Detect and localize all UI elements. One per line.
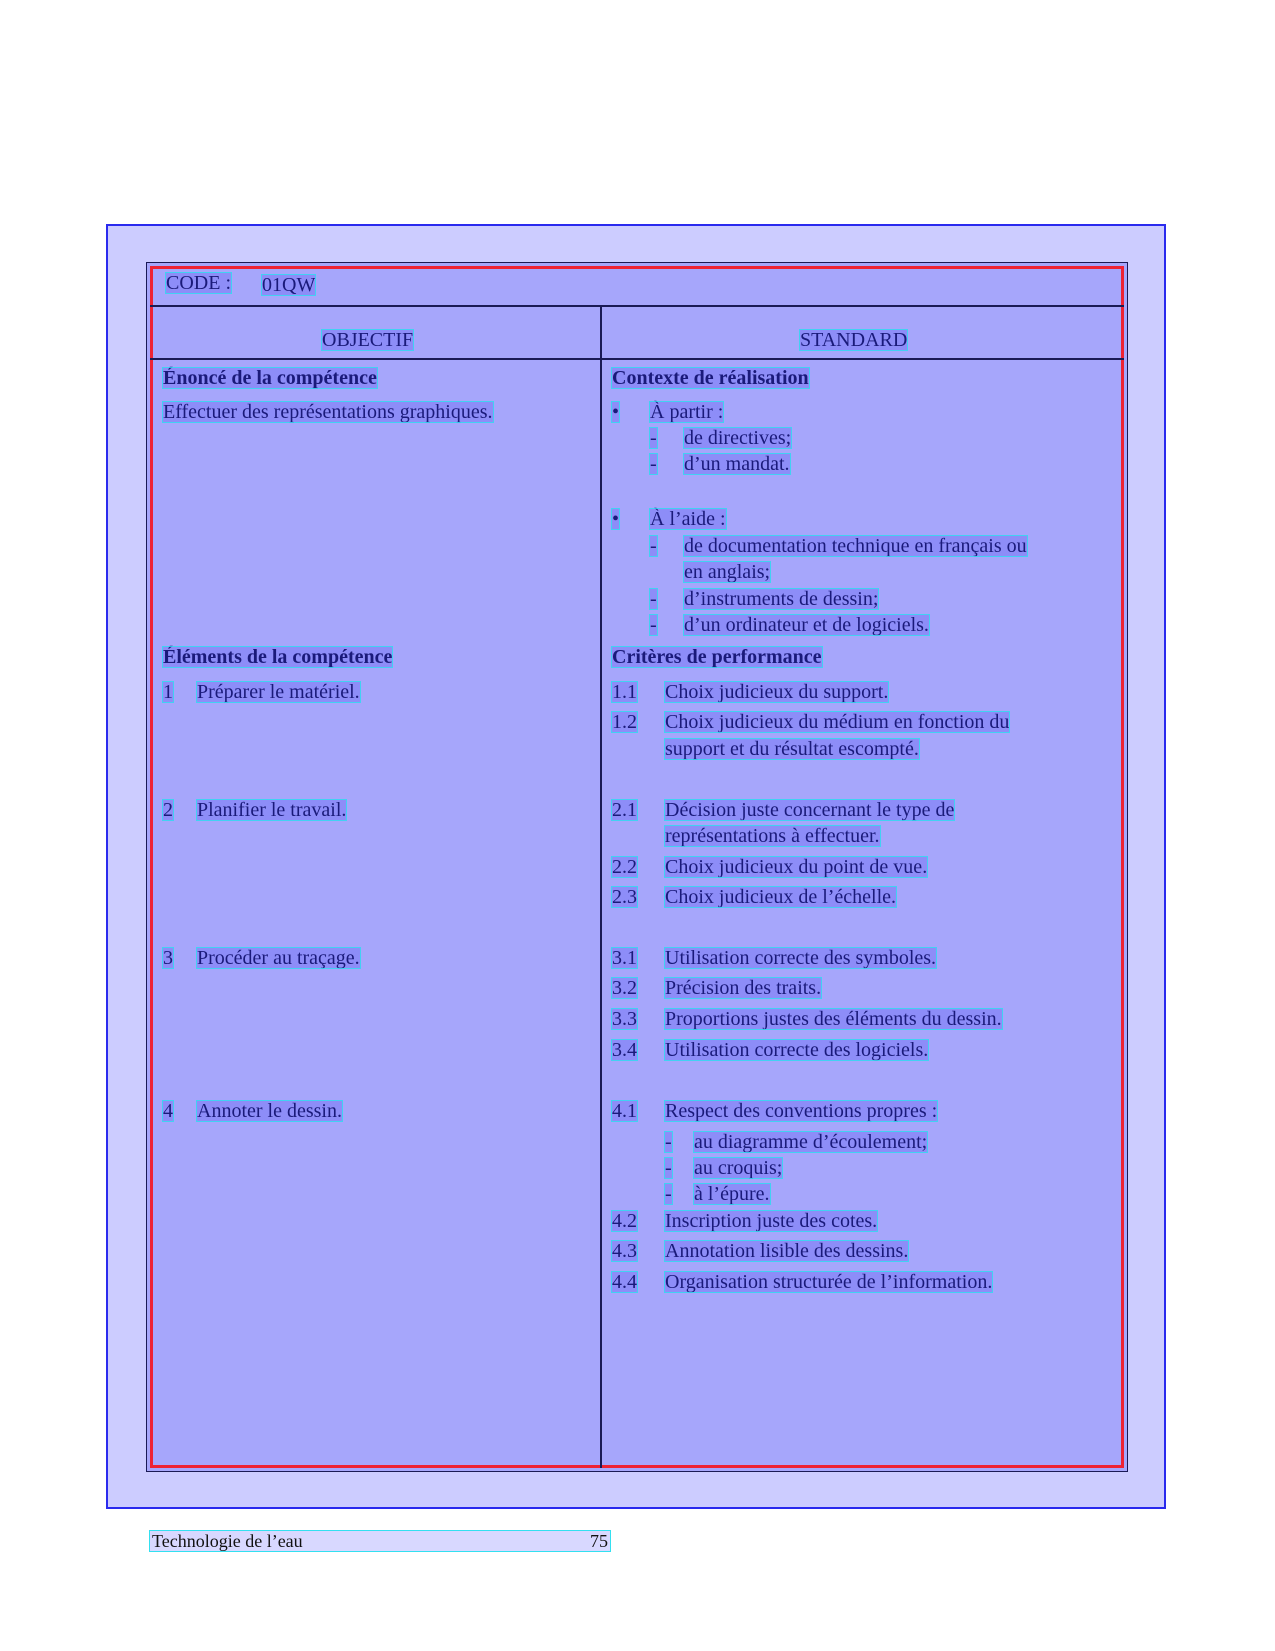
criterion-text: Proportions justes des éléments du dessin. [665, 1008, 1002, 1030]
bullet-icon: • [612, 508, 620, 530]
criterion-text-cont: représentations à effectuer. [665, 825, 880, 847]
page-number: 75 [590, 1531, 608, 1551]
criterion-text: Organisation structurée de l’information. [665, 1271, 993, 1293]
criterion-text: Choix judicieux du support. [665, 681, 889, 703]
criterion-number: 4.2 [612, 1210, 637, 1232]
criterion-number: 2.2 [612, 856, 637, 878]
criterion-text: Choix judicieux du médium en fonction du [665, 711, 1010, 733]
group1-lead: À partir : [650, 401, 724, 423]
criterion-text: Précision des traits. [665, 977, 822, 999]
criteres-title: Critères de performance [612, 646, 822, 668]
header-divider [150, 305, 1124, 307]
group2-item: de documentation technique en français ou [684, 535, 1027, 557]
criterion-text-cont: support et du résultat escompté. [665, 738, 919, 760]
dash-icon: - [665, 1131, 672, 1153]
element-number: 3 [163, 947, 173, 969]
dash-icon: - [665, 1157, 672, 1179]
group1-item: de directives; [684, 427, 792, 449]
elements-title: Éléments de la compétence [163, 646, 393, 668]
sub-criterion: au diagramme d’écoulement; [694, 1131, 928, 1153]
element-text: Planifier le travail. [197, 799, 347, 821]
criterion-text: Choix judicieux de l’échelle. [665, 886, 897, 908]
element-number: 4 [163, 1100, 173, 1122]
dash-icon: - [650, 614, 657, 636]
criterion-number: 3.2 [612, 977, 637, 999]
criterion-number: 3.4 [612, 1039, 637, 1061]
dash-icon: - [650, 427, 657, 449]
criterion-number: 4.1 [612, 1100, 637, 1122]
columns-divider [150, 358, 1124, 360]
element-text: Préparer le matériel. [197, 681, 360, 703]
footer-title: Technologie de l’eau [152, 1531, 303, 1551]
criterion-number: 3.1 [612, 947, 637, 969]
criterion-number: 4.4 [612, 1271, 637, 1293]
group2-item: en anglais; [684, 561, 771, 583]
criterion-number: 1.1 [612, 681, 637, 703]
element-number: 1 [163, 681, 173, 703]
dash-icon: - [650, 453, 657, 475]
element-text: Annoter le dessin. [197, 1100, 342, 1122]
criterion-text: Utilisation correcte des symboles. [665, 947, 937, 969]
element-text: Procéder au traçage. [197, 947, 360, 969]
criterion-text: Choix judicieux du point de vue. [665, 856, 928, 878]
contexte-title: Contexte de réalisation [612, 367, 809, 389]
enonce-text: Effectuer des représentations graphiques. [163, 401, 493, 423]
group1-item: d’un mandat. [684, 453, 790, 475]
dash-icon: - [650, 535, 657, 557]
sub-criterion: à l’épure. [694, 1183, 770, 1205]
dash-icon: - [650, 588, 657, 610]
column-header-standard: STANDARD [800, 329, 908, 351]
column-header-objectif: OBJECTIF [322, 329, 414, 351]
element-number: 2 [163, 799, 173, 821]
criterion-text: Annotation lisible des dessins. [665, 1240, 909, 1262]
criterion-text: Inscription juste des cotes. [665, 1210, 878, 1232]
criterion-text: Respect des conventions propres : [665, 1100, 938, 1122]
criterion-number: 4.3 [612, 1240, 637, 1262]
group2-lead: À l’aide : [650, 508, 726, 530]
criterion-number: 2.1 [612, 799, 637, 821]
column-separator [600, 305, 602, 1468]
criterion-number: 3.3 [612, 1008, 637, 1030]
group2-item: d’instruments de dessin; [684, 588, 879, 610]
enonce-title: Énoncé de la compétence [163, 367, 377, 389]
bullet-icon: • [612, 401, 620, 423]
group2-item: d’un ordinateur et de logiciels. [684, 614, 929, 636]
sub-criterion: au croquis; [694, 1157, 783, 1179]
dash-icon: - [665, 1183, 672, 1205]
page-footer [150, 1531, 610, 1551]
code-label: CODE : [166, 272, 231, 294]
criterion-number: 1.2 [612, 711, 637, 733]
criterion-text: Décision juste concernant le type de [665, 799, 955, 821]
code-value: 01QW [262, 274, 316, 296]
criterion-text: Utilisation correcte des logiciels. [665, 1039, 929, 1061]
criterion-number: 2.3 [612, 886, 637, 908]
